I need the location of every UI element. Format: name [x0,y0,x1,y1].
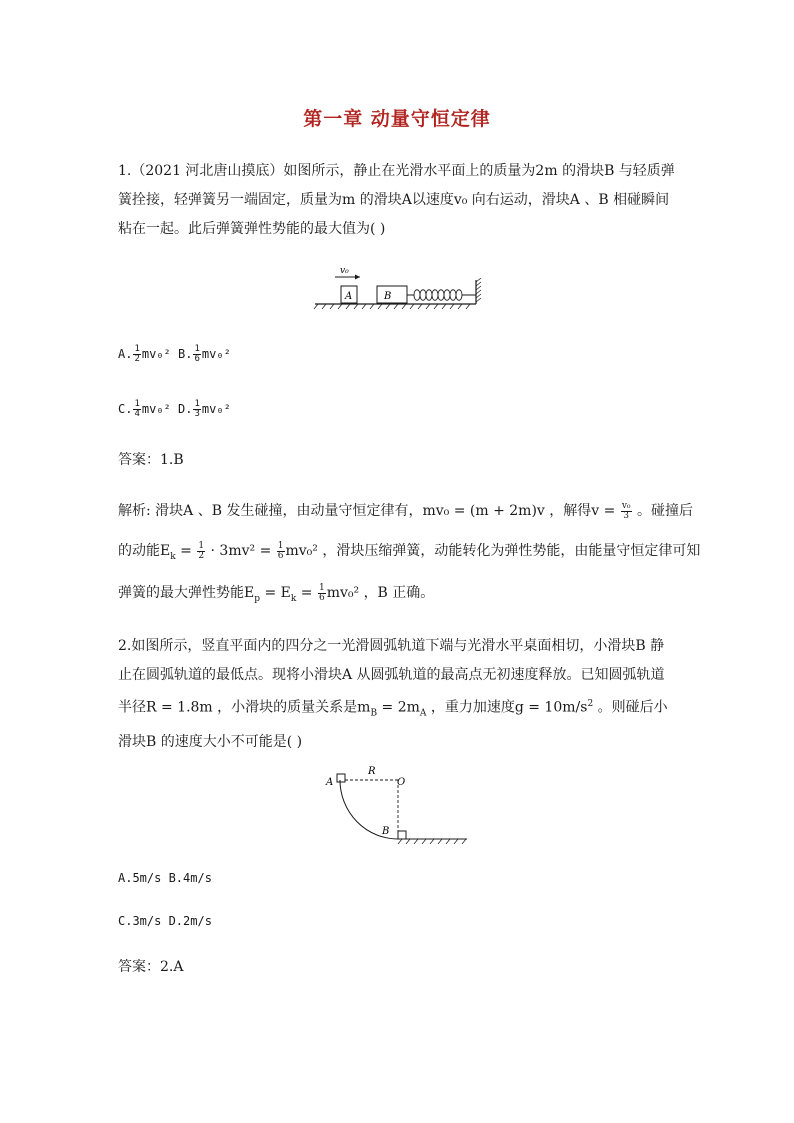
q2-options-ab: A.5m/s B.4m/s [118,871,212,885]
chapter-title: 第一章 动量守恒定律 [303,108,491,130]
block-a [337,774,345,782]
q1-options-cd: C. $\frac{1}{4}$ mv₀² D. $\frac{1}{3}$ mv₀² [118,399,231,419]
q1-answer: 答案：1.B [118,452,184,468]
q1-analysis-line-2: 的动能$E_k$ = $\frac{1}{2}$ · 3mv² = $\frac{1}{6}$ mv₀² ，滑块压缩弹簧，动能转化为弹性势能，由能量守恒定律可知 [118,540,701,562]
figure-label-b: B [384,291,392,302]
question-1-text: 1.（2021 河北唐山摸底）如图所示，静止在光滑水平面上的质量为2m 的滑块B 与轻质弹簧拴接，轻弹簧另一端固定，质量为m 的滑块A以速度v₀ 向右运动，滑块A 、B 相碰瞬间粘在一起。此后弹簧弹性势能的最大值为( ) [118,163,675,237]
figure-label-r: R [368,766,376,777]
q2-answer: 答案：2.A [118,959,184,975]
block-b [377,286,407,303]
q1-analysis-line-3: 弹簧的最大弹性势能$E_p = E_k$ = $\frac{1}{6}$ mv₀² ，B 正确。 [118,582,435,604]
figure-label-o: O [397,777,406,788]
spring [407,290,476,301]
figure-quarter-arc [320,762,470,850]
figure-label-b: B [382,826,390,837]
q2-options-cd: C.3m/s D.2m/s [118,914,212,928]
q1-analysis-line-1: 解析: 滑块A 、B 发生碰撞，由动量守恒定律有，mv₀ = (m + 2m)v ，解得v = $\frac{\text{v₀}}{3}$ 。碰撞后 [118,500,693,521]
figure-label-a: A [345,291,353,302]
block-b [398,831,406,839]
question-2-text: 2.如图所示，竖直平面内的四分之一光滑圆弧轨道下端与光滑水平桌面相切，小滑块B 静止在圆弧轨道的最低点。现将小滑块A 从圆弧轨道的最高点无初速度释放。已知圆弧轨道半径R = 1.8m ，小滑块的质量关系是$m_B = 2m_A$ ，重力加速度$g = 10m/s^2$ 。则碰后小滑块B 的速度大小不可能是( ) [118,638,668,751]
figure-spring-block [310,262,490,314]
q1-options-ab: A. $\frac{1}{2}$ mv₀² B. $\frac{1}{6}$ mv₀² [118,344,231,364]
figure-label-v0: v₀ [340,266,349,276]
figure-label-a: A [326,777,334,788]
